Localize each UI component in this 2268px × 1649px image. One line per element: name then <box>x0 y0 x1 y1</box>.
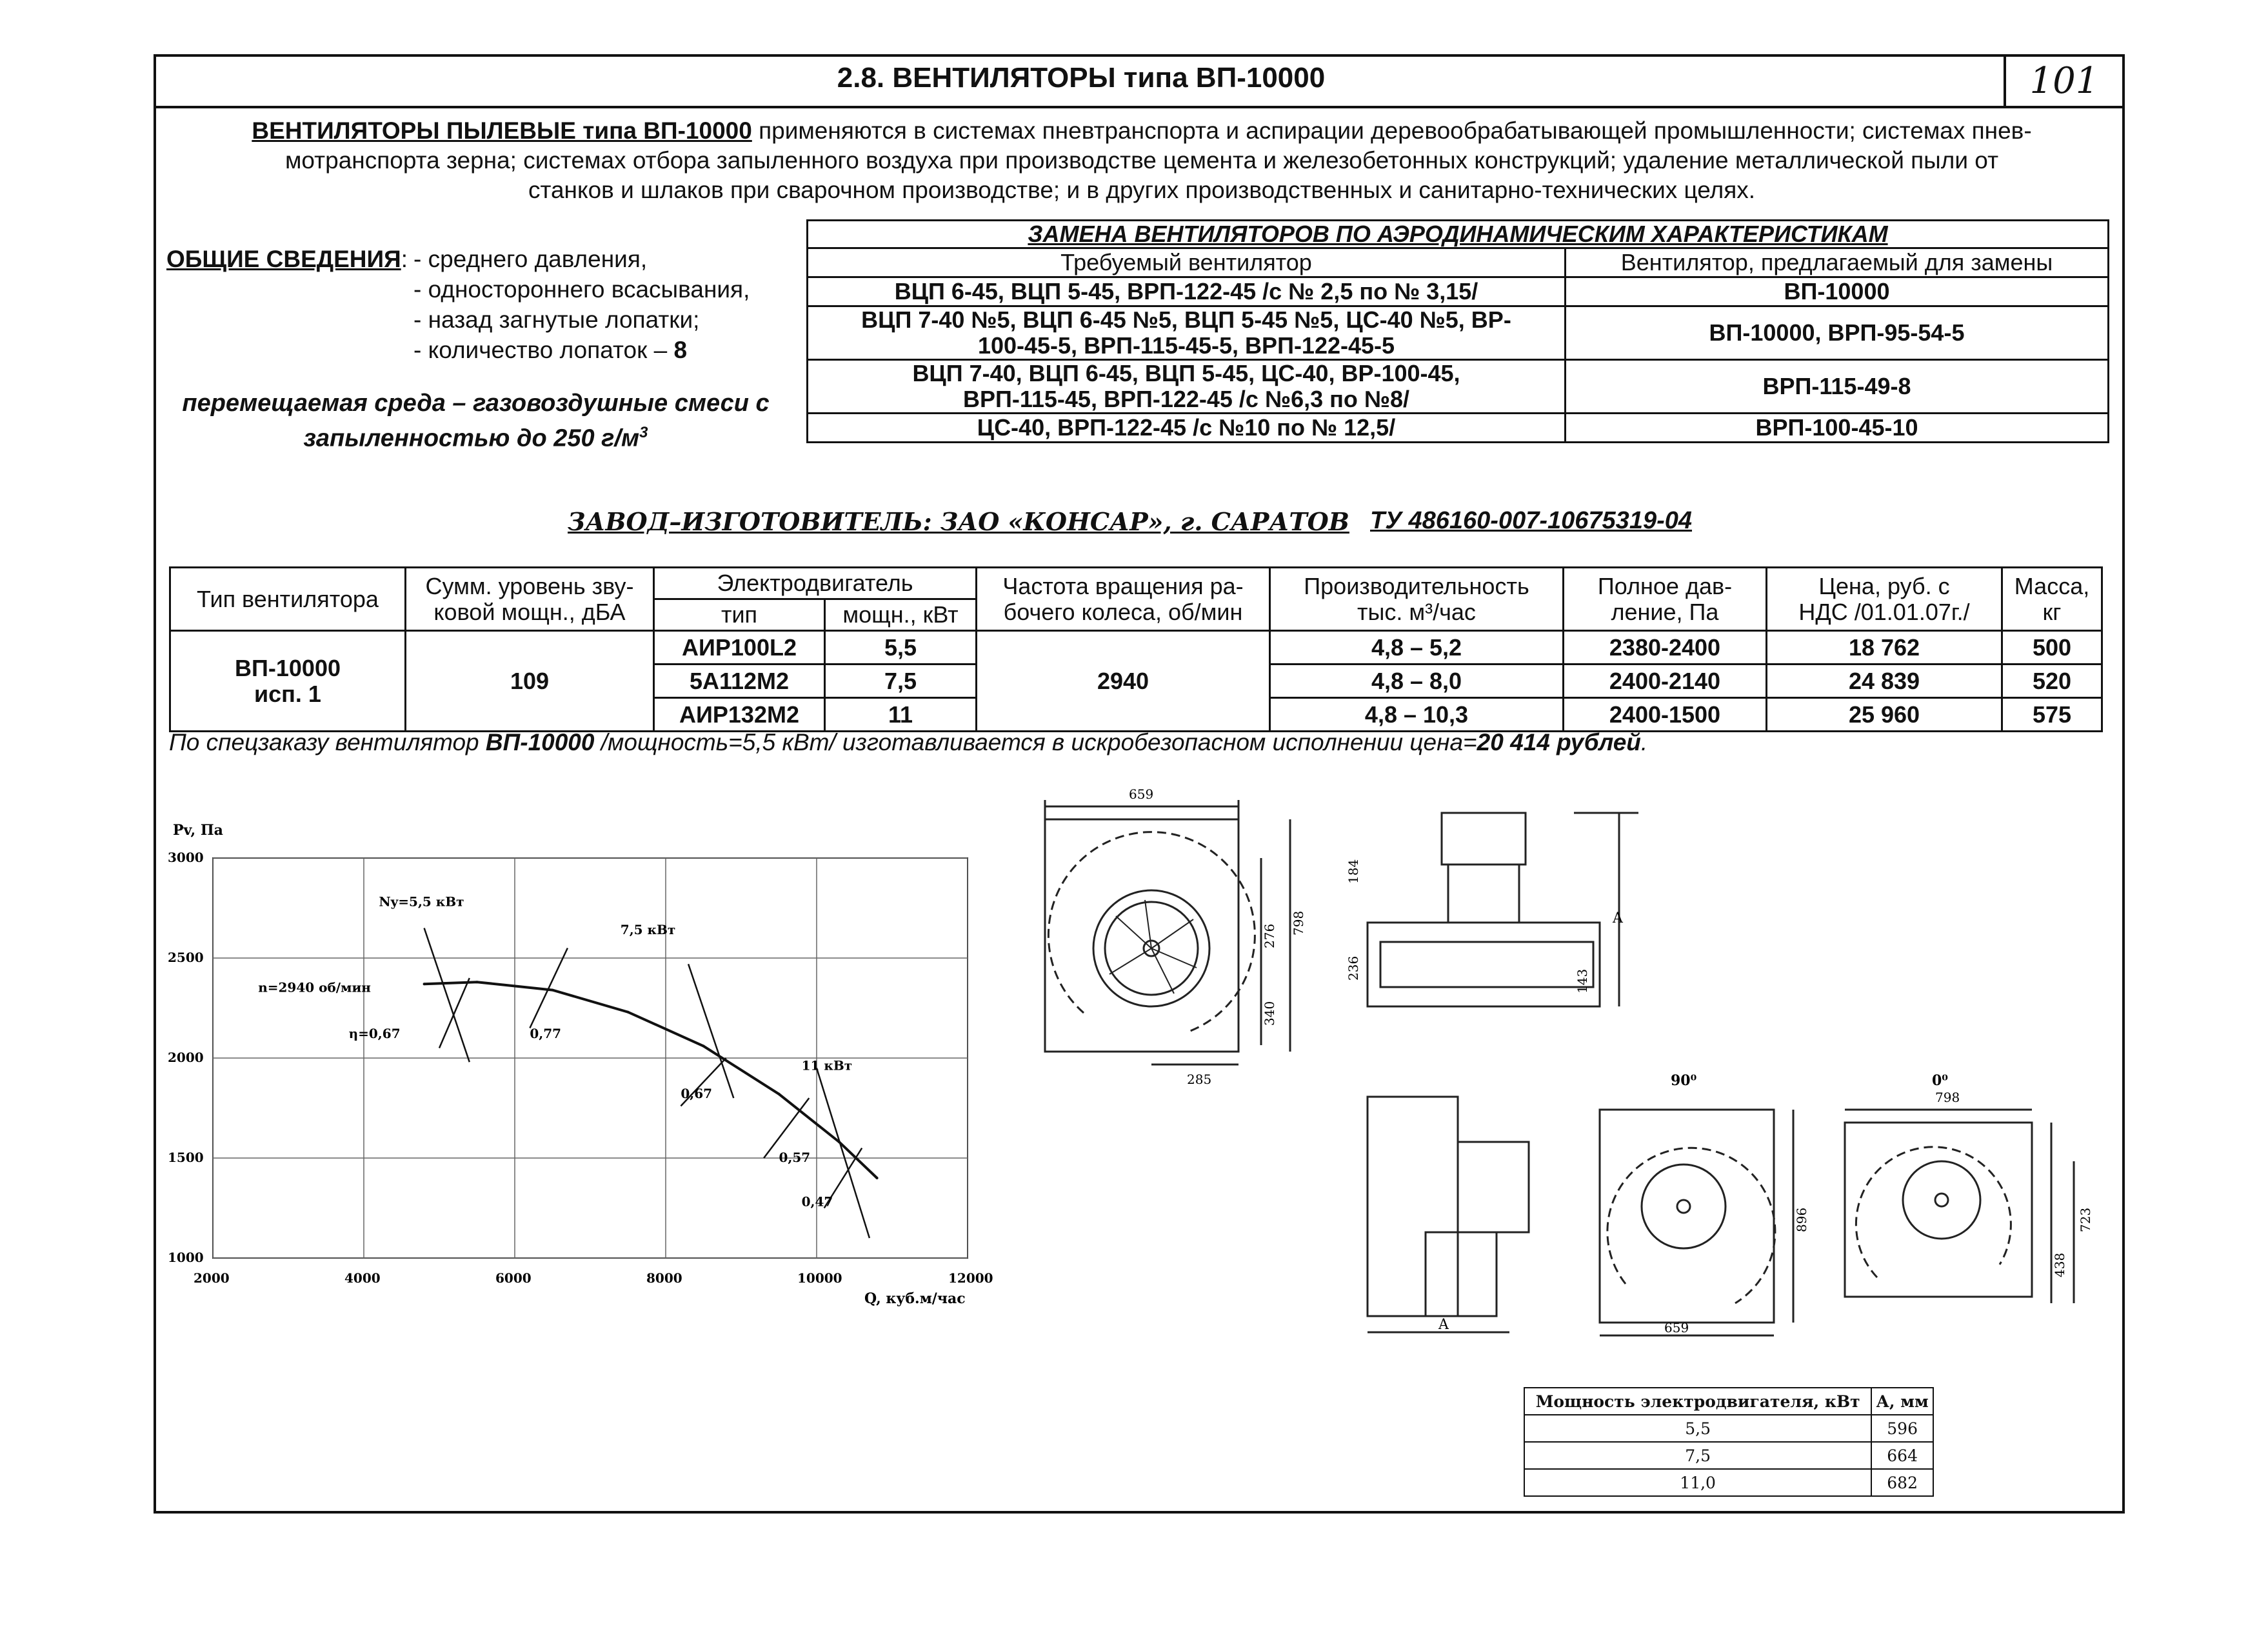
pw-power: 5,5 <box>1524 1415 1871 1442</box>
medium-line-2: запыленностью до 250 $г/м^3$ <box>303 424 648 452</box>
curve-point <box>778 1093 781 1095</box>
mass: 500 <box>2002 631 2102 665</box>
pressure: 2380-2400 <box>1564 631 1767 665</box>
y-tick-label: 1500 <box>168 1150 204 1165</box>
chart-annotation: 7,5 кВт <box>620 921 676 937</box>
dim-896: 896 <box>1794 1207 1809 1232</box>
x-tick-label: 4000 <box>344 1270 381 1286</box>
dim-276: 276 <box>1262 923 1277 948</box>
blade-count: 8 <box>673 337 688 363</box>
alt-fan: ВП-10000 <box>1566 277 2109 306</box>
y-tick-label: 1000 <box>168 1250 204 1265</box>
alt-fan: ВРП-115-49-8 <box>1566 360 2109 414</box>
special-order-note: По спецзаказу вентилятор ВП-10000 /мощность=5,5 кВт/ изготавливается в искробезопасном исполнении цена=20 414 рублей. <box>169 729 1648 755</box>
pw-a: 596 <box>1871 1415 1933 1442</box>
chart-annotation: η=0,67 <box>348 1026 401 1041</box>
pw-header-a: А, мм <box>1871 1388 1933 1415</box>
chart-annotation: 0,47 <box>801 1194 833 1210</box>
noise-level: 109 <box>406 631 654 732</box>
dim-659: 659 <box>1129 786 1154 802</box>
intro-lead: ВЕНТИЛЯТОРЫ ПЫЛЕВЫЕ типа ВП-10000 <box>252 117 752 144</box>
intro-text-3: станков и шлаков при сварочном производстве; и в других производственных и санитарно-технических целях. <box>528 177 1756 203</box>
h-motor-type: тип <box>654 599 825 631</box>
req-fan: ВЦП 7-40, ВЦП 6-45, ВЦП 5-45, ЦС-40, ВР-100-45, ВРП-115-45, ВРП-122-45 /с №6,3 по №8/ <box>808 360 1566 414</box>
motor-type: АИР100L2 <box>654 631 825 665</box>
dim-184: 184 <box>1346 859 1361 884</box>
alt-fan: ВП-10000, ВРП-95-54-5 <box>1566 306 2109 360</box>
performance-chart <box>161 806 1051 1323</box>
y-tick-label: 2000 <box>168 1050 204 1065</box>
replacement-caption: ЗАМЕНА ВЕНТИЛЯТОРОВ ПО АЭРОДИНАМИЧЕСКИМ ХАРАКТЕРИСТИКАМ <box>808 221 2109 248</box>
motor-type: АИР132М2 <box>654 698 825 732</box>
characteristic-line <box>688 964 733 1098</box>
power-table <box>1524 1387 1934 1497</box>
general-item: - одностороннего всасывания, <box>413 276 750 303</box>
dim-a: A <box>1613 910 1623 926</box>
x-tick-label: 2000 <box>194 1270 230 1286</box>
side-view-drawing <box>1329 794 1638 1064</box>
y-tick-label: 3000 <box>168 850 204 865</box>
mass: 575 <box>2002 698 2102 732</box>
h-speed: Частота вращения ра- бочего колеса, об/мин <box>977 568 1270 631</box>
chart-annotation: n=2940 об/мин <box>258 979 371 995</box>
h-motor-power: мощн., кВт <box>825 599 977 631</box>
x-tick-label: 12000 <box>948 1270 993 1286</box>
motor-power: 7,5 <box>825 665 977 698</box>
pw-power: 11,0 <box>1524 1469 1871 1496</box>
req-fan: ВЦП 7-40 №5, ВЦП 6-45 №5, ВЦП 5-45 №5, ЦС-40 №5, ВР- 100-45-5, ВРП-115-45-5, ВРП-122-45-5 <box>808 306 1566 360</box>
h-type: Тип вентилятора <box>170 568 406 631</box>
flow: 4,8 – 5,2 <box>1270 631 1564 665</box>
req-fan: ВЦП 6-45, ВЦП 5-45, ВРП-122-45 /с № 2,5 по № 3,15/ <box>808 277 1566 306</box>
front-view-drawing <box>1032 781 1316 1116</box>
fan-type: ВП-10000 исп. 1 <box>170 631 406 732</box>
col-required: Требуемый вентилятор <box>808 248 1566 277</box>
general-item: - среднего давления, <box>413 246 648 272</box>
page-title: 2.8. ВЕНТИЛЯТОРЫ типа ВП-10000 <box>837 62 1326 94</box>
pressure: 2400-1500 <box>1564 698 1767 732</box>
x-axis-label: Q, куб.м/час <box>864 1290 966 1307</box>
dim-723: 723 <box>2078 1207 2093 1232</box>
flow: 4,8 – 8,0 <box>1270 665 1564 698</box>
price: 18 762 <box>1767 631 2002 665</box>
intro-paragraph <box>168 116 2116 205</box>
pw-power: 7,5 <box>1524 1442 1871 1469</box>
price: 25 960 <box>1767 698 2002 732</box>
curve-point <box>552 989 554 992</box>
label-90: 90⁰ <box>1671 1072 1697 1089</box>
motor-power: 11 <box>825 698 977 732</box>
housing-0-drawing <box>1838 1071 2096 1348</box>
dim-143: 143 <box>1575 968 1590 994</box>
dim-340: 340 <box>1262 1001 1277 1026</box>
pressure-curve <box>424 982 877 1178</box>
chart-annotation: 0,67 <box>681 1086 713 1101</box>
dim-236: 236 <box>1346 955 1361 981</box>
y-axis-label: Pv, Па <box>173 822 223 839</box>
h-flow: Производительность тыс. м³/час <box>1270 568 1564 631</box>
housing-90-drawing <box>1587 1071 1819 1355</box>
chart-annotation: Ny=5,5 кВт <box>379 894 464 910</box>
dim-438: 438 <box>2052 1252 2067 1277</box>
dim-a-bottom: A <box>1438 1317 1449 1333</box>
spec-table <box>169 566 2103 732</box>
medium-description <box>155 388 797 454</box>
title-bar <box>154 54 2125 108</box>
x-tick-label: 10000 <box>797 1270 842 1286</box>
col-proposed: Вентилятор, предлагаемый для замены <box>1566 248 2109 277</box>
characteristic-line <box>817 1068 870 1239</box>
motor-power: 5,5 <box>825 631 977 665</box>
alt-fan: ВРП-100-45-10 <box>1566 414 2109 443</box>
general-label: ОБЩИЕ СВЕДЕНИЯ <box>166 246 401 272</box>
h-pressure: Полное дав- ление, Па <box>1564 568 1767 631</box>
intro-text-1: применяются в системах пневтранспорта и аспирации деревообрабатывающей промышленности; системах пнев- <box>751 117 2032 144</box>
curve-point <box>876 1177 879 1179</box>
h-price: Цена, руб. с НДС /01.01.07г./ <box>1767 568 2002 631</box>
label-0: 0⁰ <box>1932 1072 1948 1089</box>
chart-annotation: 0,57 <box>779 1150 811 1166</box>
dim-285: 285 <box>1187 1072 1212 1087</box>
req-fan: ЦС-40, ВРП-122-45 /с №10 по № 12,5/ <box>808 414 1566 443</box>
x-tick-label: 8000 <box>646 1270 682 1286</box>
replacement-table <box>806 219 2109 443</box>
dim-659-b: 659 <box>1664 1320 1689 1335</box>
dim-798: 798 <box>1291 910 1306 935</box>
price: 24 839 <box>1767 665 2002 698</box>
pw-a: 682 <box>1871 1469 1933 1496</box>
pw-header-power: Мощность электродвигателя, кВт <box>1524 1388 1871 1415</box>
manufacturer: ЗАВОД–ИЗГОТОВИТЕЛЬ: ЗАО «КОНСАР», г. САРАТОВ <box>568 507 1349 536</box>
general-item: - назад загнутые лопатки; <box>413 306 700 333</box>
general-item: - количество лопаток – 8 <box>413 337 688 363</box>
dim-798-b: 798 <box>1935 1090 1960 1105</box>
pw-a: 664 <box>1871 1442 1933 1469</box>
rotation-speed: 2940 <box>977 631 1270 732</box>
technical-spec-code: ТУ 486160-007-10675319-04 <box>1370 507 1693 534</box>
h-mass: Масса, кг <box>2002 568 2102 631</box>
general-info: ОБЩИЕ СВЕДЕНИЯ: - среднего давления, - одностороннего всасывания, - назад загнутые лопатки; - количество лопаток – 8 <box>166 244 408 274</box>
y-tick-label: 2500 <box>168 950 204 965</box>
medium-line-1: перемещаемая среда – газовоздушные смеси с <box>182 390 770 417</box>
motor-type: 5А112М2 <box>654 665 825 698</box>
characteristic-line <box>764 1098 809 1158</box>
chart-annotation: 0,77 <box>530 1026 562 1041</box>
h-motor: Электродвигатель <box>654 568 977 599</box>
curve-point <box>423 983 426 985</box>
pressure: 2400-2140 <box>1564 665 1767 698</box>
mass: 520 <box>2002 665 2102 698</box>
curve-point <box>627 1011 630 1014</box>
chart-annotation: 11 кВт <box>801 1057 853 1074</box>
curve-point <box>702 1044 705 1047</box>
bottom-side-drawing <box>1355 1084 1567 1355</box>
page-number: 101 <box>2004 57 2122 106</box>
intro-text-2: мотранспорта зерна; системах отбора запыленного воздуха при производстве цемента и железобетонных конструкций; удаление металлической пыли от <box>284 147 1999 174</box>
x-tick-label: 6000 <box>495 1270 532 1286</box>
curve-point <box>476 981 479 983</box>
h-noise: Сумм. уровень зву- ковой мощн., дБА <box>406 568 654 631</box>
flow: 4,8 – 10,3 <box>1270 698 1564 732</box>
